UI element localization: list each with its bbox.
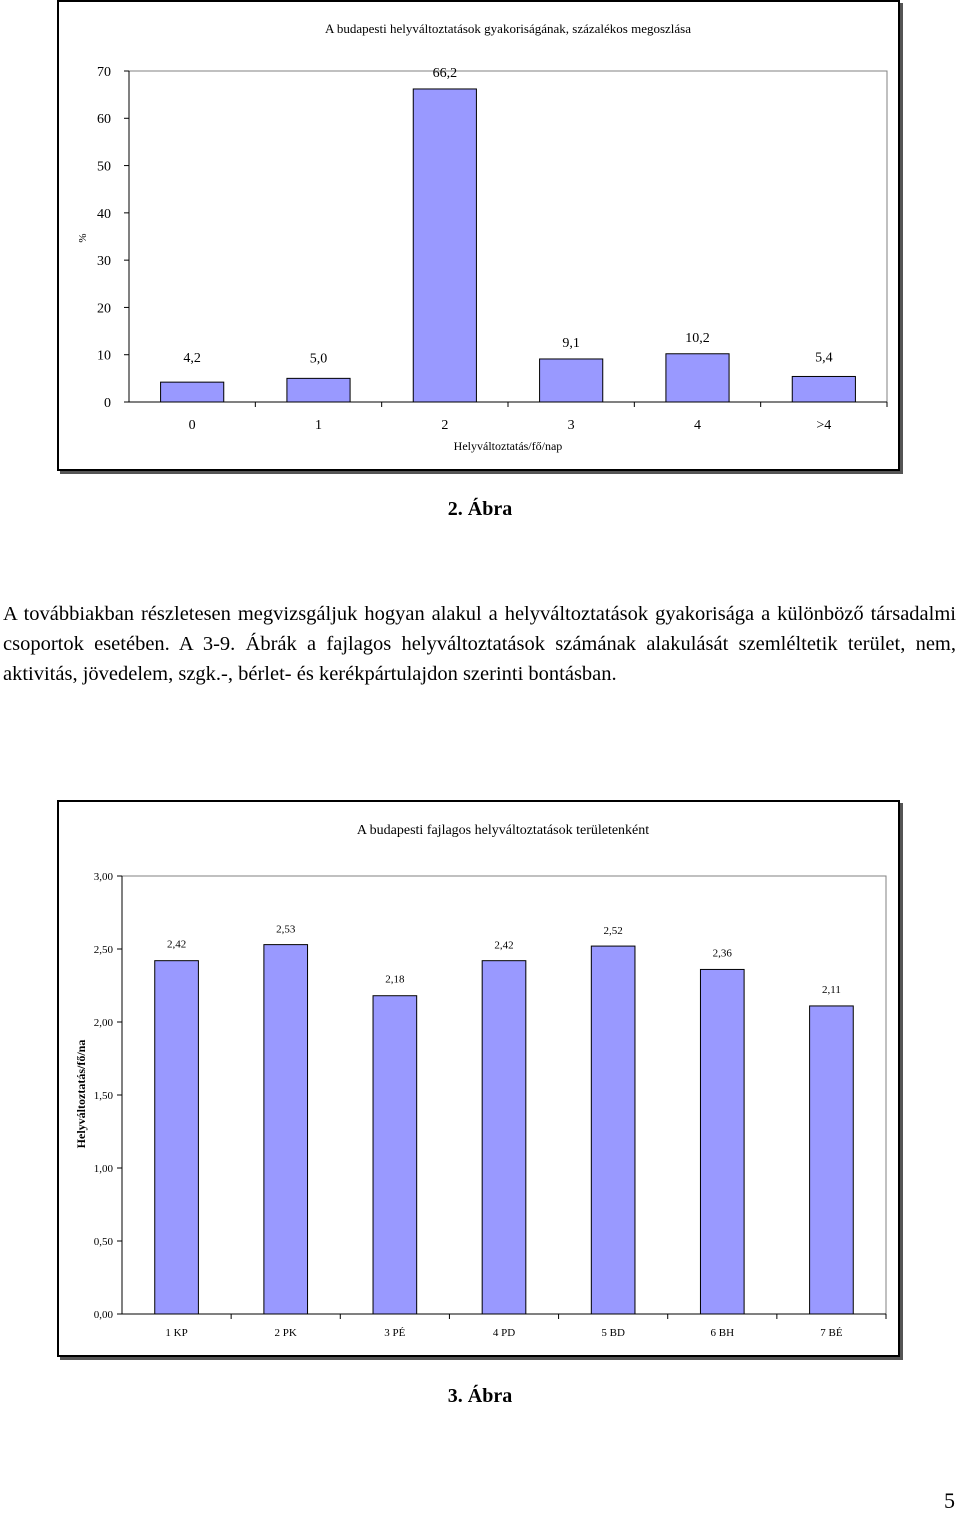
data-label: 2,11	[822, 983, 841, 996]
data-label: 10,2	[685, 330, 710, 346]
district-chart-svg	[59, 802, 898, 1355]
x-axis-label: Helyváltoztatás/fő/nap	[453, 439, 563, 453]
chart-title: A budapesti fajlagos helyváltoztatások területenként	[356, 823, 650, 838]
bar	[810, 1006, 854, 1314]
x-tick-label: 4	[694, 418, 701, 433]
y-tick-label: 10	[97, 348, 111, 364]
bar	[482, 961, 526, 1314]
y-tick-label: 0	[104, 395, 111, 411]
chart-title: A budapesti helyváltoztatások gyakoriságának, százalékos megoszlása	[324, 21, 692, 36]
x-tick-label: >4	[816, 418, 832, 433]
y-tick-label: 1,00	[93, 1162, 113, 1175]
data-label: 2,53	[276, 923, 296, 936]
x-tick-label: 5 BD	[601, 1327, 625, 1339]
data-label: 4,2	[183, 351, 201, 367]
frequency-chart-svg	[59, 2, 898, 469]
x-tick-label: 1 KP	[165, 1327, 188, 1339]
y-tick-label: 3,00	[93, 870, 113, 883]
data-label: 66,2	[432, 65, 458, 81]
bar	[792, 376, 855, 402]
data-label: 5,4	[815, 350, 833, 366]
figure-3-caption: 3. Ábra	[447, 1385, 513, 1407]
plot-area	[129, 71, 887, 402]
bar	[540, 359, 603, 402]
x-tick-label: 2 PK	[274, 1327, 297, 1339]
y-tick-label: 30	[97, 254, 111, 270]
y-tick-label: 70	[97, 64, 111, 80]
x-tick-label: 0	[188, 418, 196, 433]
x-tick-label: 3	[567, 418, 575, 433]
x-tick-label: 7 BÉ	[820, 1327, 843, 1339]
y-tick-label: 40	[97, 206, 111, 222]
data-label: 2,36	[712, 947, 732, 960]
y-tick-label: 50	[97, 159, 111, 175]
data-label: 5,0	[309, 351, 328, 367]
y-tick-label: 2,50	[93, 943, 113, 956]
data-label: 2,52	[603, 925, 623, 938]
x-tick-label: 3 PÉ	[384, 1327, 406, 1339]
y-axis-label: Helyváltoztatás/fő/na	[74, 1039, 88, 1149]
x-tick-label: 1	[315, 418, 322, 433]
bar	[155, 961, 199, 1314]
x-tick-label: 2	[441, 418, 449, 433]
bar	[161, 382, 224, 402]
y-tick-label: 2,00	[93, 1016, 113, 1029]
bar	[591, 946, 635, 1314]
x-tick-label: 6 BH	[710, 1327, 735, 1339]
y-tick-label: 1,50	[93, 1089, 113, 1102]
data-label: 2,42	[166, 938, 187, 951]
y-tick-label: 0,50	[93, 1235, 113, 1248]
bar	[666, 354, 729, 402]
frequency-chart	[57, 0, 900, 471]
y-tick-label: 0,00	[93, 1308, 113, 1321]
y-axis-label: %	[77, 233, 89, 243]
bar	[264, 945, 308, 1314]
x-tick-label: 4 PD	[492, 1327, 516, 1339]
district-chart	[57, 800, 900, 1357]
y-tick-label: 20	[97, 301, 111, 317]
page-number: 5	[944, 1488, 955, 1513]
bar	[373, 996, 417, 1314]
data-label: 2,42	[494, 939, 514, 952]
y-tick-label: 60	[97, 112, 111, 128]
figure-2-caption: 2. Ábra	[447, 498, 513, 520]
data-label: 2,18	[385, 973, 405, 986]
data-label: 9,1	[562, 335, 580, 351]
bar	[413, 89, 476, 402]
bar	[287, 378, 350, 402]
body-paragraph: A továbbiakban részletesen megvizsgáljuk hogyan alakul a helyváltoztatások gyakorisága a különböző társadalmi csoportok esetében. A 3-9. Ábrák a fajlagos helyváltoztatások számának alakulását szemléltetik terület, nem, aktivitás, jövedelem, szgk.-, bérlet- és kerékpártulajdon szerinti bontásban.	[3, 603, 956, 685]
bar	[700, 969, 744, 1314]
